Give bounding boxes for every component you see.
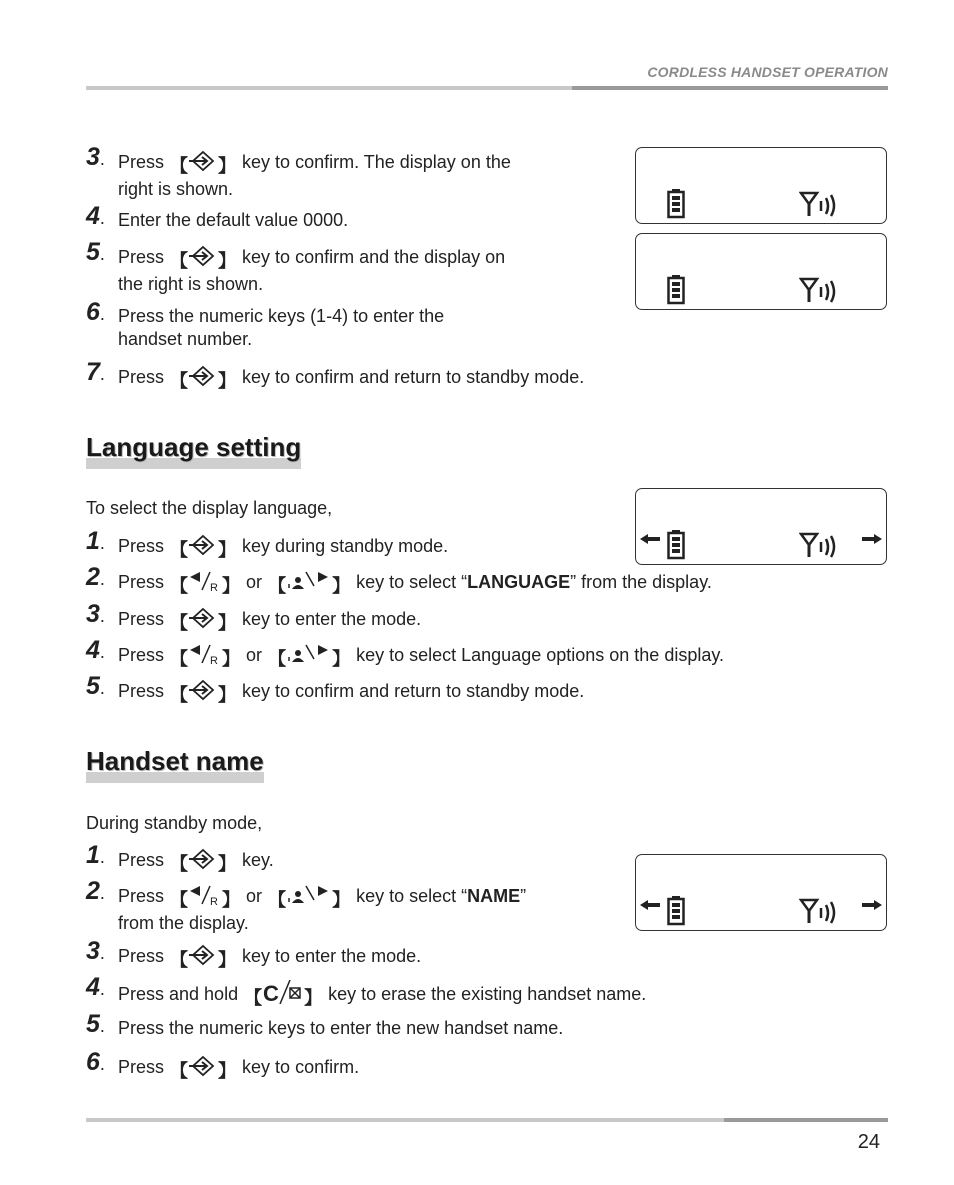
antenna-signal-icon xyxy=(799,532,839,558)
ok-arrow-icon: 【 】 xyxy=(170,848,236,876)
antenna-signal-icon xyxy=(799,898,839,924)
ok-arrow-icon: 【 】 xyxy=(170,1055,236,1083)
left-arrow-r-icon: 【 R 】 xyxy=(170,643,240,671)
page-number: 24 xyxy=(857,1131,880,1153)
phonebook-right-icon: 【 】 xyxy=(268,884,350,912)
ok-arrow-icon: 【 】 xyxy=(170,534,236,562)
battery-icon xyxy=(667,189,685,219)
handset-name-intro: During standby mode, xyxy=(86,813,263,833)
ok-arrow-icon: 【 】 xyxy=(170,944,236,972)
handset-name-heading: Handset name xyxy=(86,746,264,777)
svg-text:R: R xyxy=(210,582,218,592)
lcd-display xyxy=(635,854,887,931)
ok-arrow-icon: 【 】 xyxy=(170,679,236,707)
phonebook-right-icon: 【 】 xyxy=(268,570,350,598)
ok-arrow-icon: 【 】 xyxy=(170,365,236,393)
battery-icon xyxy=(667,275,685,305)
antenna-signal-icon xyxy=(799,277,839,303)
antenna-signal-icon xyxy=(799,191,839,217)
right-arrow-icon xyxy=(862,900,882,910)
language-heading: Language setting xyxy=(86,432,301,463)
left-arrow-r-icon: 【 R 】 xyxy=(170,570,240,598)
right-arrow-icon xyxy=(862,534,882,544)
left-arrow-icon xyxy=(640,534,660,544)
language-intro: To select the display language, xyxy=(86,498,333,518)
left-arrow-icon xyxy=(640,900,660,910)
clear-mute-icon: 【 C 】 xyxy=(244,981,323,1008)
battery-icon xyxy=(667,530,685,560)
ok-arrow-icon: 【 】 xyxy=(170,607,236,635)
svg-text:C: C xyxy=(263,981,279,1004)
lcd-display xyxy=(635,488,887,565)
section-title: CORDLESS HANDSET OPERATION xyxy=(647,64,888,80)
footer-rule xyxy=(86,1118,888,1122)
battery-icon xyxy=(667,896,685,926)
header-rule xyxy=(86,86,888,90)
lcd-display xyxy=(635,147,887,224)
ok-arrow-icon: 【 】 xyxy=(170,245,236,273)
svg-text:R: R xyxy=(210,896,218,906)
phonebook-right-icon: 【 】 xyxy=(268,643,350,671)
lcd-display xyxy=(635,233,887,310)
svg-text:R: R xyxy=(210,655,218,665)
left-arrow-r-icon: 【 R 】 xyxy=(170,884,240,912)
ok-arrow-icon: 【 】 xyxy=(170,150,236,178)
